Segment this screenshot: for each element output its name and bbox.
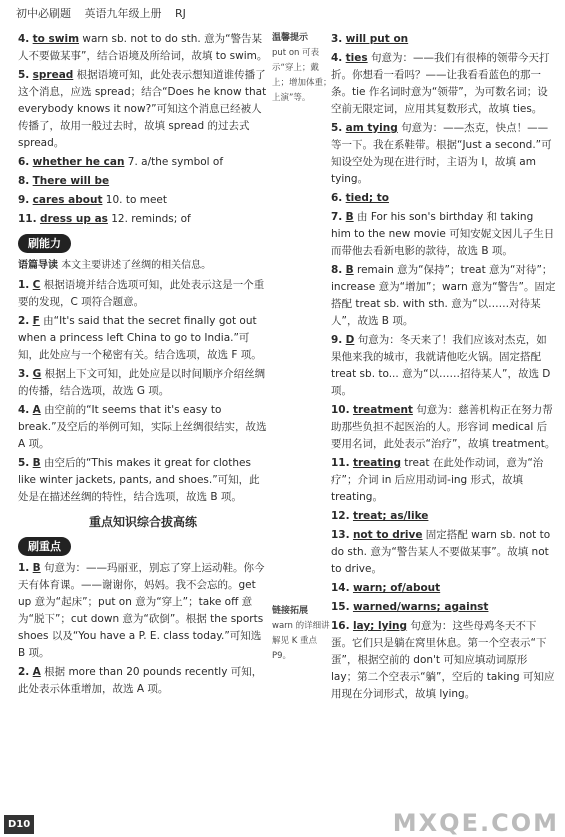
- edition: RJ: [175, 7, 186, 20]
- item-answer: will put on: [345, 33, 409, 45]
- section-title: 重点知识综合拔高练: [88, 515, 197, 529]
- item-answer: to swim: [32, 33, 80, 45]
- answer-item: [331, 31, 556, 48]
- item-answer: C: [32, 279, 41, 291]
- answer-item: [331, 455, 556, 506]
- item-explanation: 根据语境并结合选项可知，此处表示这是一个重要的发现，C 项符合题意。: [18, 279, 265, 308]
- page-number: D10: [4, 815, 34, 834]
- item-explanation: 固定搭配 warn sb. not to do sth. 意为“警告某人不要做某事”。故填 not to drive。: [331, 529, 551, 575]
- answer-item: [331, 209, 556, 260]
- item-number: 11.: [331, 457, 350, 469]
- answer-item: [331, 527, 556, 578]
- subject: 英语九年级上册: [84, 7, 162, 20]
- answer-item: [331, 190, 556, 207]
- item-answer: warn; of/about: [352, 582, 441, 594]
- item-answer: lay; lying: [352, 620, 408, 632]
- section-key: [18, 537, 268, 556]
- item-number: 12.: [331, 510, 350, 522]
- item-explanation: 根据 more than 20 pounds recently 可知，此处表示体重增加，故选 A 项。: [18, 666, 263, 695]
- item-number: 8.: [18, 175, 30, 187]
- item-answer: whether he can: [32, 156, 125, 168]
- link-title: 链接拓展: [272, 606, 309, 616]
- item-answer: A: [32, 666, 41, 678]
- item-explanation: 由空前的“It seems that it's easy to break.”及空后的举例可知，实际上丝绸很结实，故选 A 项。: [18, 404, 267, 450]
- item-number: 4.: [331, 52, 343, 64]
- section-badge: 刷重点: [18, 537, 71, 556]
- guide-label: 语篇导读: [18, 260, 58, 271]
- answer-item: [18, 455, 268, 506]
- answer-item: [18, 154, 268, 171]
- item-number: 5.: [18, 457, 30, 469]
- item-answer: B: [32, 457, 41, 469]
- item-answer: treatment: [352, 404, 413, 416]
- answer-item: [18, 211, 268, 228]
- item-number: 3.: [18, 368, 30, 380]
- tip-title: 温馨提示: [272, 33, 309, 43]
- item-answer: treat; as/like: [352, 510, 429, 522]
- item-answer: A: [32, 404, 41, 416]
- answer-item: [18, 402, 268, 453]
- answer-item: [18, 313, 268, 364]
- item-explanation: 由空后的“This makes it great for clothes like winter jackets, pants, and shoes.”可知，此处是在描述丝绸的特性，结合选项，故选 B 项。: [18, 457, 260, 503]
- item-explanation: treat 在此处作动词，意为“治疗”；介词 in 后应用动词-ing 形式，故填 treating。: [331, 457, 544, 503]
- link-note: [272, 604, 332, 664]
- item-number: 11.: [18, 213, 37, 225]
- answer-item: [331, 402, 556, 453]
- item-number: 13.: [331, 529, 350, 541]
- answer-item: [18, 67, 268, 152]
- item-answer: D: [345, 334, 355, 346]
- item-number: 5.: [18, 69, 30, 81]
- left-column: [18, 31, 268, 700]
- item-explanation: remain 意为“保持”；treat 意为“对待”；increase 意为“增加”；warn 意为“警告”。固定搭配 treat sb. with sth. 意为“以……对待某人”，故选 B 项。: [331, 264, 556, 327]
- guide-text: 本文主要讲述了丝绸的相关信息。: [61, 260, 212, 271]
- item-answer: cares about: [32, 194, 103, 206]
- answer-item: [18, 192, 268, 209]
- answer-item: [331, 262, 556, 330]
- item-number: 6.: [18, 156, 30, 168]
- item-explanation: 根据语境可知，此处表示想知道谁传播了这个消息，应选 spread；结合“Does he know that everybody knows it now?”可知这个消息已经被人传播了，故用一般过去时，故填 spread 的过去式 spread。: [18, 69, 267, 149]
- item-number: 14.: [331, 582, 350, 594]
- item-answer: dress up as: [39, 213, 108, 225]
- right-column: [331, 31, 556, 705]
- item-explanation: 句意为：——杰克，快点！——等一下。我在系鞋带。根据“Just a second.”可知设空处为现在进行时，主语为 I，故填 am tying。: [331, 122, 552, 185]
- answer-item: [18, 277, 268, 311]
- item-explanation: 句意为：——玛丽亚，别忘了穿上运动鞋。你今天有体育课。——谢谢你，妈妈。我不会忘的。get up 意为“起床”；put on 意为“穿上”；take off 意为“脱下”；cut down 意为“砍倒”。根据 the sports shoes 以及“You have a P. E. class today.”可知选 B 项。: [18, 562, 265, 659]
- item-explanation: 由 For his son's birthday 和 taking him to the new movie 可知安妮文因儿子生日而带他去看新电影的款待，故选 B 项。: [331, 211, 555, 257]
- link-text: warn 的详细讲解见 K 重点 P9。: [272, 621, 330, 661]
- answer-item: [18, 560, 268, 662]
- item-number: 10.: [331, 404, 350, 416]
- reading-guide: [18, 257, 268, 274]
- item-answer: B: [345, 211, 354, 223]
- item-explanation: 由“It's said that the secret finally got out when a princess left China to go to India.”可知，此处应与一个秘密有关。结合选项，故选 F 项。: [18, 315, 262, 361]
- answer-item: [331, 120, 556, 188]
- item-number: 1.: [18, 279, 30, 291]
- item-number: 2.: [18, 315, 30, 327]
- answer-item: [18, 173, 268, 190]
- answer-item: [331, 508, 556, 525]
- item-answer: There will be: [32, 175, 110, 187]
- section-ability: [18, 234, 268, 253]
- item-explanation: warn sb. not to do sth. 意为“警告某人不要做某事”，结合语境及所给词，故填 to swim。: [18, 33, 268, 62]
- item-explanation: 10. to meet: [102, 194, 167, 206]
- item-answer: warned/warns; against: [352, 601, 489, 613]
- item-explanation: 12. reminds; of: [107, 213, 191, 225]
- book-name: 初中必刷题: [16, 7, 71, 20]
- answer-item: [331, 599, 556, 616]
- item-number: 9.: [18, 194, 30, 206]
- item-explanation: 句意为：慈善机构正在努力帮助那些负担不起医治的人。形容词 medical 后要用名词，此处表示“治疗”，故填 treatment。: [331, 404, 556, 450]
- item-answer: B: [345, 264, 354, 276]
- answer-item: [18, 366, 268, 400]
- item-answer: F: [32, 315, 40, 327]
- item-number: 7.: [331, 211, 343, 223]
- tip-text: put on 可表示“穿上；戴上；增加体重；上演”等。: [272, 48, 332, 103]
- item-number: 8.: [331, 264, 343, 276]
- item-explanation: 7. a/the symbol of: [124, 156, 224, 168]
- item-number: 9.: [331, 334, 343, 346]
- item-answer: am tying: [345, 122, 398, 134]
- tip-note: [272, 31, 332, 106]
- item-number: 2.: [18, 666, 30, 678]
- watermark: MXQE.COM: [392, 809, 559, 837]
- answer-item: [331, 580, 556, 597]
- item-answer: B: [32, 562, 41, 574]
- item-number: 4.: [18, 33, 30, 45]
- item-number: 5.: [331, 122, 343, 134]
- answer-item: [18, 664, 268, 698]
- item-number: 15.: [331, 601, 350, 613]
- item-explanation: 句意为：冬天来了！我们应该对杰克，如果他来我的城市，我就请他吃火锅。固定搭配 treat sb. to... 意为“以……招待某人”，故选 D 项。: [331, 334, 551, 397]
- item-answer: not to drive: [352, 529, 423, 541]
- item-answer: tied; to: [345, 192, 389, 204]
- item-number: 4.: [18, 404, 30, 416]
- item-number: 1.: [18, 562, 30, 574]
- page-header: [16, 5, 196, 22]
- item-answer: G: [32, 368, 42, 380]
- answer-item: [18, 31, 268, 65]
- section-badge: 刷能力: [18, 234, 71, 253]
- item-explanation: 根据上下文可知，此处应是以时间顺序介绍丝绸的传播，结合选项，故选 G 项。: [18, 368, 266, 397]
- answer-item: [331, 332, 556, 400]
- item-answer: ties: [345, 52, 368, 64]
- item-number: 16.: [331, 620, 350, 632]
- item-explanation: 句意为：——我们有很棒的领带今天打折。你想看一看吗？——让我看看蓝色的那一条。tie 作名词时意为“领带”，为可数名词；设空前无限定词，应用其复数形式，故填 ties。: [331, 52, 550, 115]
- item-answer: spread: [32, 69, 74, 81]
- item-explanation: 句意为：这些母鸡冬天不下蛋。它们只是躺在窝里休息。第一个空表示“下蛋”，根据空前的 don't 可知应填动词原形 lay；第二个空表示“躺”，空后的 taking 可知应用现在分词形式，故填 lying。: [331, 620, 555, 700]
- item-answer: treating: [352, 457, 401, 469]
- item-number: 6.: [331, 192, 343, 204]
- answer-item: [331, 618, 556, 703]
- answer-item: [331, 50, 556, 118]
- item-number: 3.: [331, 33, 343, 45]
